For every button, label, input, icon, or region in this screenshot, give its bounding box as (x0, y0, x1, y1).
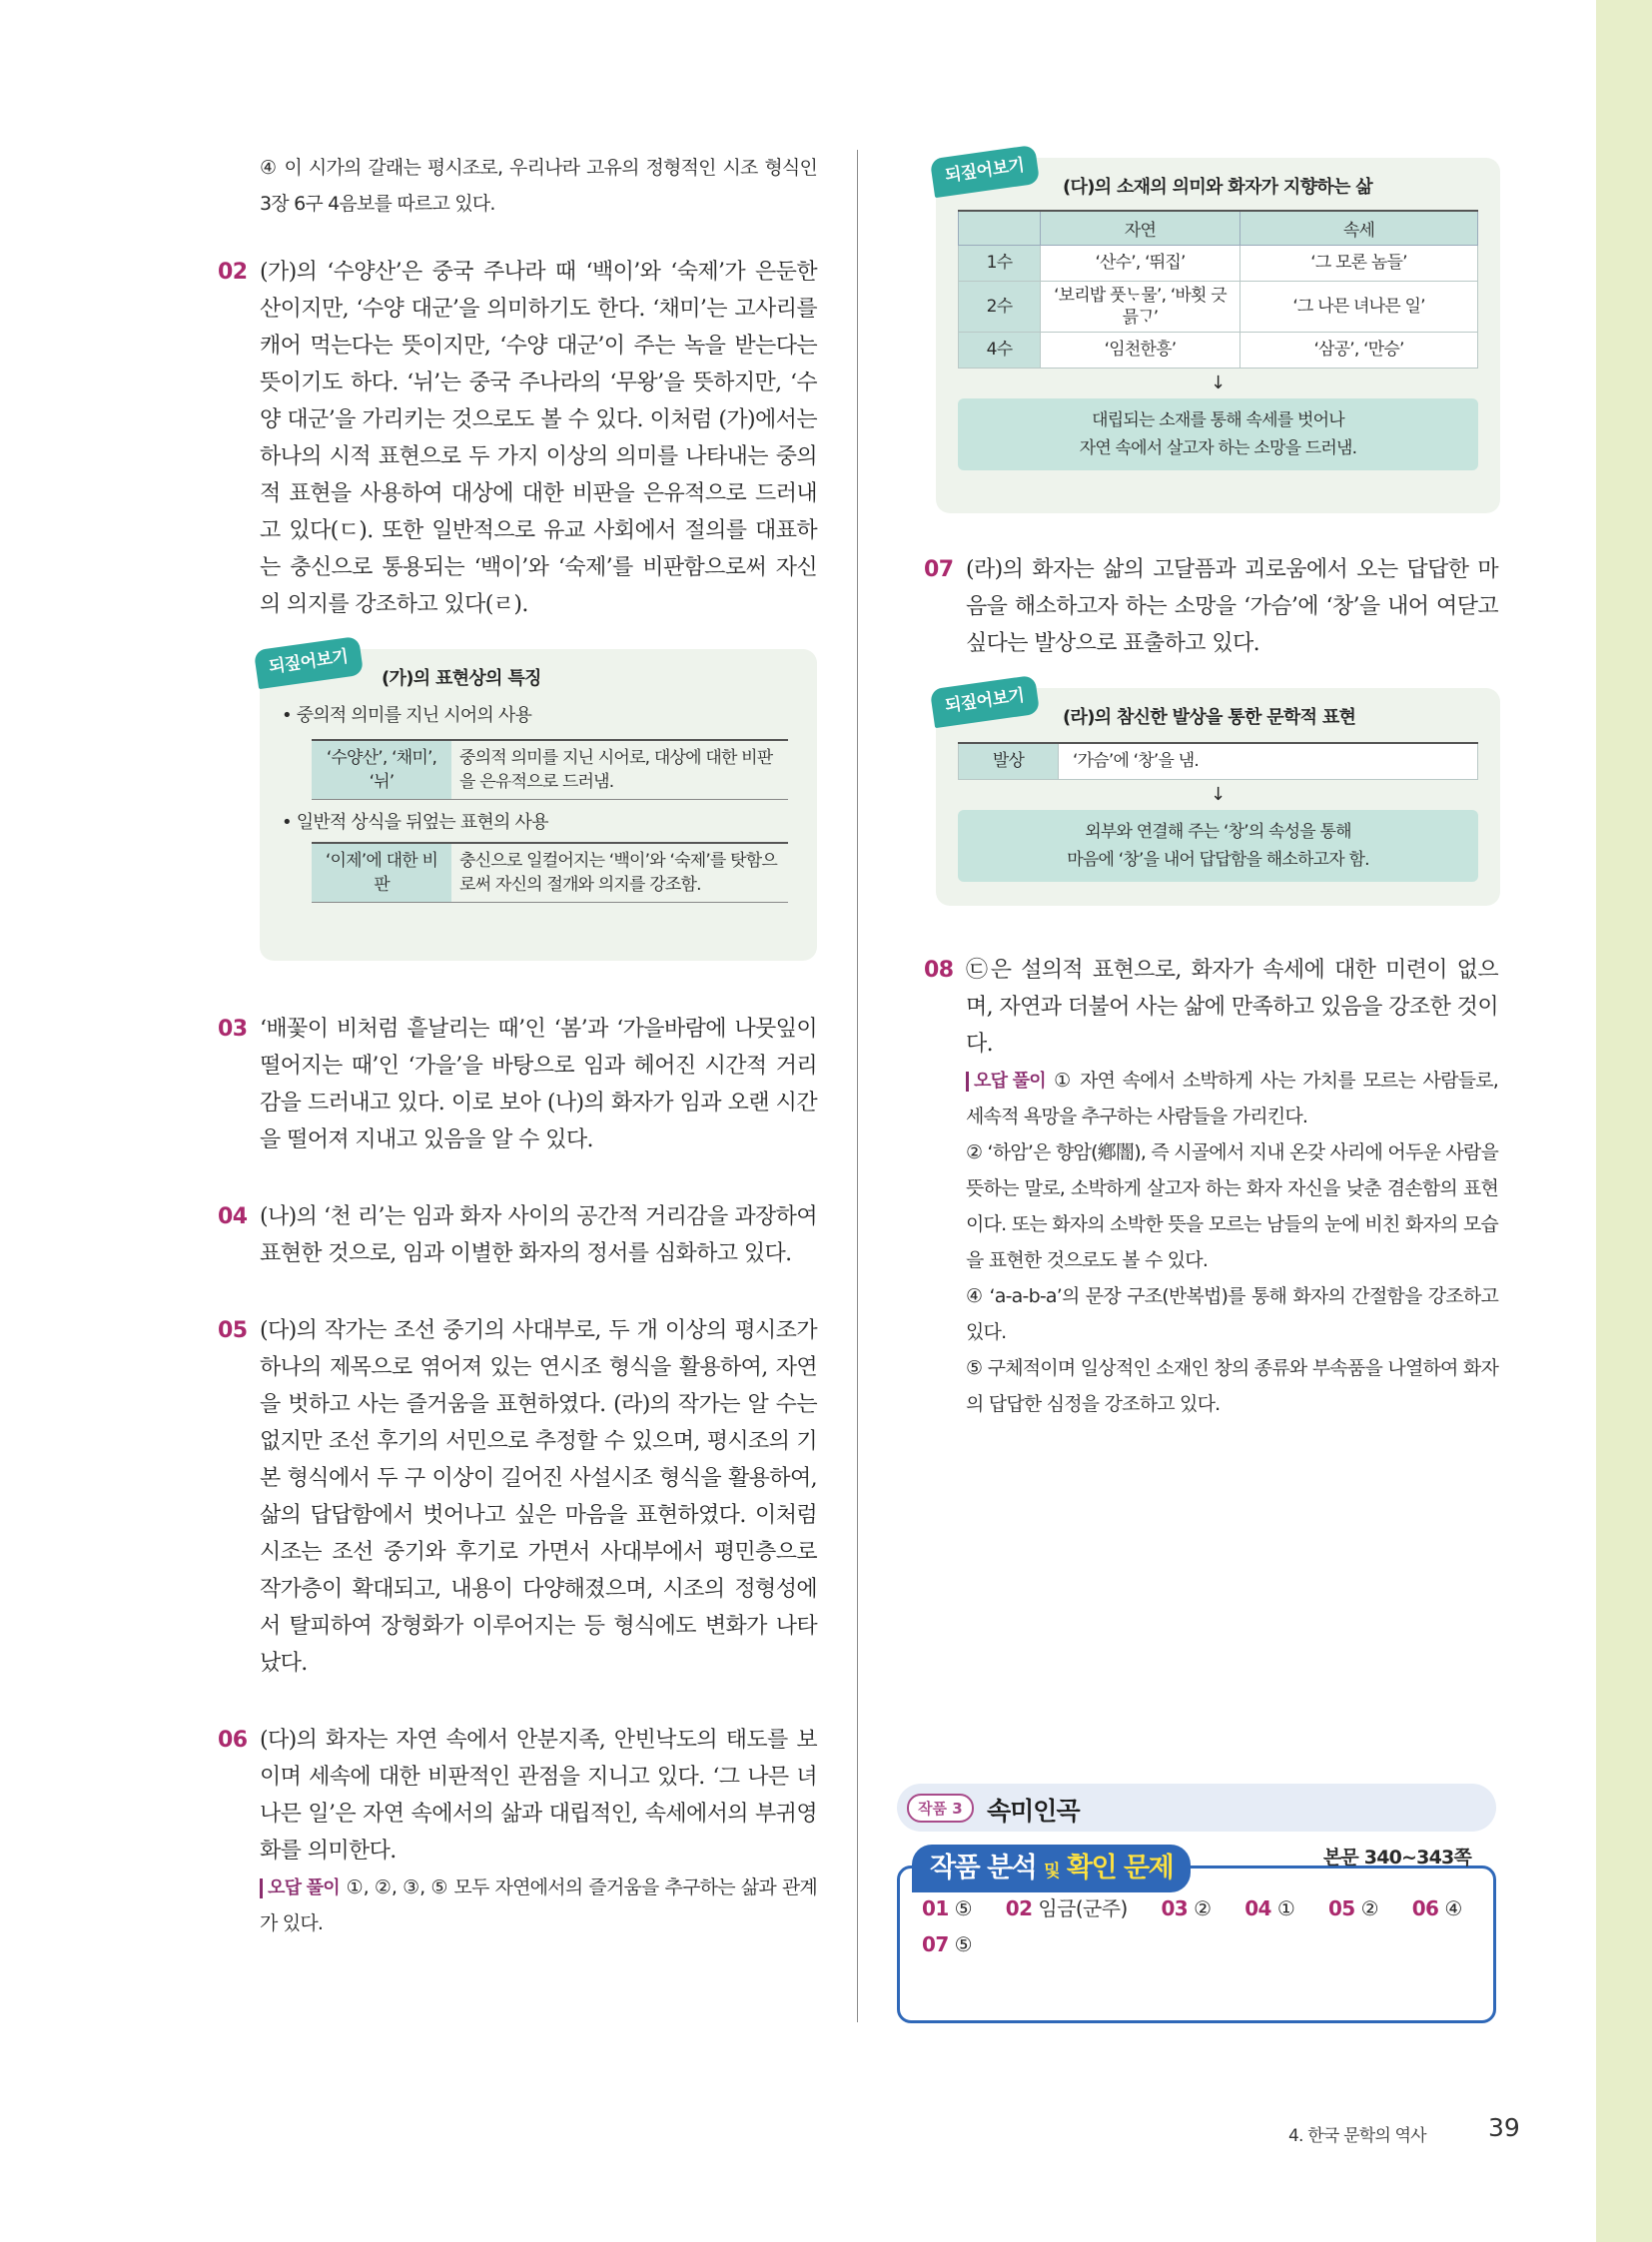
answer-list (922, 1890, 1462, 1962)
wrong-explanation (260, 1869, 817, 1941)
feature-table (312, 842, 788, 903)
table-cell: 충신으로 일컬어지는 ‘백이’와 ‘숙제’를 탓함으로써 자신의 절개와 의지를 강조함. (451, 843, 788, 903)
analysis-heading (912, 1845, 1191, 1892)
table-header: 속세 (1240, 211, 1478, 245)
question-02 (218, 254, 817, 623)
review-box-3 (936, 685, 1500, 906)
answer-text: (라)의 화자는 삶의 고달픔과 괴로움에서 오는 답답한 마음을 해소하고자 하는 소망을 ‘가슴’에 ‘창’을 내어 여닫고 싶다는 발상으로 표출하고 있다. (966, 557, 1498, 656)
left-column (218, 150, 817, 1941)
summary-line: 마음에 ‘창’을 내어 답답함을 해소하고자 함. (1067, 849, 1369, 870)
question-06 (218, 1722, 817, 1941)
page-number: 39 (1488, 2113, 1520, 2142)
table-head-cell: ‘이제’에 대한 비판 (312, 843, 451, 903)
material-table (958, 210, 1478, 369)
heading-part: 작품 분석 (930, 1853, 1037, 1883)
table-cell: ‘임천한흥’ (1041, 332, 1240, 368)
review-tag: 되짚어보기 (930, 145, 1040, 198)
table-cell: 4수 (959, 332, 1041, 368)
table-head-cell: ‘수양산’, ‘채미’, ‘뉘’ (312, 740, 451, 800)
table-cell: ‘삼공’, ‘만승’ (1240, 332, 1478, 368)
review-box-2 (936, 155, 1500, 513)
wrong-text: ①, ②, ③, ⑤ 모두 자연에서의 즐거움을 추구하는 삶과 관계가 있다. (260, 1876, 817, 1934)
heading-part: 확인 문제 (1066, 1853, 1174, 1883)
table-header-row (959, 211, 1478, 245)
summary-box (958, 810, 1478, 882)
table-row (959, 743, 1478, 779)
answer-text: (다)의 작가는 조선 중기의 사대부로, 두 개 이상의 평시조가 하나의 제목으로 엮어져 있는 연시조 형식을 활용하여, 자연을 벗하고 사는 즐거움을 표현하였다. (라)의 작가는 알 수는 없지만 조선 후기의 서민으로 추정할 수 있으며, 평시조의 기본 형식에서 두 구 이상이 길어진 사설시조 형식을 활용하여, 삶의 답답함에서 벗어나고 싶은 마음을 표현하였다. 이처럼 시조는 조선 중기와 후기로 가면서 사대부에서 평민층으로 작가층이 확대되고, 내용이 다양해졌으며, 시조의 정형성에서 탈피하여 장형화가 이루어지는 등 형식에도 변화가 나타났다. (260, 1318, 817, 1676)
table-header: 자연 (1041, 211, 1240, 245)
review-title: (다)의 소재의 의미와 화자가 지향하는 삶 (1063, 177, 1372, 198)
work-title: 속미인곡 (987, 1797, 1080, 1826)
side-band (1596, 0, 1652, 2242)
review-bullet: • 일반적 상식을 뒤엎는 표현의 사용 (282, 808, 795, 838)
answer-text: ‘배꽃이 비처럼 흩날리는 때’인 ‘봄’과 ‘가을바람에 나뭇잎이 떨어지는 때’인 ‘가을’을 바탕으로 임과 헤어진 시간적 거리감을 드러내고 있다. 이로 보아 (나)의 화자가 임과 오랜 시간을 떨어져 지내고 있음을 알 수 있다. (260, 1017, 817, 1152)
review-tag: 되짚어보기 (930, 675, 1040, 728)
summary-line: 외부와 연결해 주는 ‘창’의 속성을 통해 (1085, 821, 1351, 842)
table-cell: 2수 (959, 281, 1041, 332)
summary-line: 자연 속에서 살고자 하는 소망을 드러냄. (1079, 437, 1357, 458)
work-header-bar (897, 1784, 1496, 1832)
right-column (924, 155, 1498, 1422)
answer-value: ① (1276, 1896, 1295, 1920)
down-arrow-icon: ↓ (1210, 372, 1227, 393)
answer-value: ④ (1444, 1896, 1462, 1920)
table-cell: ‘가슴’에 ‘창’을 냄. (1059, 743, 1478, 779)
review-tag: 되짚어보기 (254, 636, 364, 689)
table-cell: ‘보리밥 풋ᄂᆞ물’, ‘바횟 긋 믉ᄀᆞ’ (1041, 281, 1240, 332)
answer-number: 01 (922, 1896, 949, 1920)
question-number: 07 (924, 557, 954, 582)
answer-text: (나)의 ‘천 리’는 임과 화자 사이의 공간적 거리감을 과장하여 표현한 것으로, 임과 이별한 화자의 정서를 심화하고 있다. (260, 1204, 817, 1266)
table-cell: ‘산수’, ‘뛰집’ (1041, 245, 1240, 281)
idea-table (958, 742, 1478, 780)
wrong-answer-tag: 오답 풀이 (260, 1878, 340, 1898)
question-number: 05 (218, 1318, 248, 1343)
table-head-cell: 발상 (959, 743, 1059, 779)
answer-number: 04 (1244, 1896, 1271, 1920)
table-row (959, 281, 1478, 332)
question-number: 03 (218, 1017, 248, 1042)
answer-value: ② (1360, 1896, 1378, 1920)
table-row (959, 332, 1478, 368)
question-number: 06 (218, 1728, 248, 1753)
intro-note: ④ 이 시가의 갈래는 평시조로, 우리나라 고유의 정형적인 시조 형식인 3장 6구 4음보를 따르고 있다. (260, 157, 817, 215)
review-box-1 (260, 646, 817, 961)
summary-box (958, 398, 1478, 470)
answer-number: 02 (1005, 1896, 1033, 1920)
answer-number: 06 (1411, 1896, 1439, 1920)
page-reference: 본문 340~343쪽 (1322, 1847, 1471, 1868)
review-title: (가)의 표현상의 특징 (382, 668, 541, 689)
table-row (312, 843, 788, 903)
column-divider (857, 150, 858, 2022)
question-number: 04 (218, 1204, 248, 1229)
answer-value: 임금(군주) (1038, 1896, 1128, 1920)
down-arrow-icon: ↓ (1210, 783, 1227, 805)
question-07 (924, 551, 1498, 662)
question-08 (924, 952, 1498, 1422)
question-number: 08 (924, 958, 954, 983)
answer-text: (다)의 화자는 자연 속에서 안분지족, 안빈낙도의 태도를 보이며 세속에 대한 비판적인 관점을 지니고 있다. ‘그 나믄 녀나믄 일’은 자연 속에서의 삶과 대립적인, 속세에서의 부귀영화를 의미한다. (260, 1728, 817, 1864)
table-cell: ‘그 나믄 녀나믄 일’ (1240, 281, 1478, 332)
table-cell: 중의적 의미를 지닌 시어로, 대상에 대한 비판을 은유적으로 드러냄. (451, 740, 788, 800)
wrong-explanation (966, 1063, 1498, 1134)
answer-value: ⑤ (954, 1932, 972, 1956)
wrong-item: ④ ‘a-a-b-a’의 문장 구조(반복법)를 통해 화자의 간절함을 강조하고 있다. (966, 1285, 1498, 1343)
heading-and: 및 (1044, 1862, 1060, 1881)
wrong-item: ② ‘하암’은 향암(鄕闇), 즉 시골에서 지내 온갖 사리에 어두운 사람을 뜻하는 말로, 소박하게 살고자 하는 화자 자신을 낮춘 겸손함의 표현이다. 또는 화자의 소박한 뜻을 모르는 남들의 눈에 비친 화자의 모습을 표현한 것으로도 볼 수 있다. (966, 1141, 1498, 1271)
answer-number: 05 (1327, 1896, 1355, 1920)
answer-box (897, 1847, 1496, 2023)
wrong-item: ⑤ 구체적이며 일상적인 소재인 창의 종류와 부속품을 나열하여 화자의 답답한 심정을 강조하고 있다. (966, 1357, 1498, 1415)
answer-line (922, 1926, 1462, 1962)
answer-text: ㉢은 설의적 표현으로, 화자가 속세에 대한 미련이 없으며, 자연과 더불어 사는 삶에 만족하고 있음을 강조한 것이다. (966, 958, 1498, 1057)
review-bullet: • 중의적 의미를 지닌 시어의 사용 (282, 701, 795, 731)
question-05 (218, 1312, 817, 1682)
answer-line (922, 1890, 1462, 1926)
question-number: 02 (218, 260, 248, 285)
summary-line: 대립되는 소재를 통해 속세를 벗어나 (1092, 409, 1344, 430)
table-header (959, 211, 1041, 245)
table-row (312, 740, 788, 800)
answer-text: (가)의 ‘수양산’은 중국 주나라 때 ‘백이’와 ‘숙제’가 은둔한 산이지만, ‘수양 대군’을 의미하기도 한다. ‘채미’는 고사리를 캐어 먹는다는 뜻이지만, ‘수양 대군’이 주는 녹을 받는다는 뜻이기도 하다. ‘뉘’는 중국 주나라의 ‘무왕’을 뜻하지만, ‘수양 대군’을 가리키는 것으로도 볼 수 있다. 이처럼 (가)에서는 하나의 시적 표현으로 두 가지 이상의 의미를 나타내는 중의적 표현을 사용하여 대상에 대한 비판을 은유적으로 드러내고 있다(ㄷ). 또한 일반적으로 유교 사회에서 절의를 대표하는 충신으로 통용되는 ‘백이’와 ‘숙제’를 비판함으로써 자신의 의지를 강조하고 있다(ㄹ). (260, 260, 817, 617)
answer-value: ⑤ (954, 1896, 972, 1920)
feature-table (312, 739, 788, 800)
table-cell: ‘그 모론 놈들’ (1240, 245, 1478, 281)
question-03 (218, 1011, 817, 1158)
answer-value: ② (1194, 1896, 1212, 1920)
table-row (959, 245, 1478, 281)
answer-number: 03 (1161, 1896, 1189, 1920)
wrong-item: ① 자연 속에서 소박하게 사는 가치를 모르는 사람들로, 세속적 욕망을 추구하는 사람들을 가리킨다. (966, 1070, 1498, 1127)
question-04 (218, 1198, 817, 1272)
footer-section: 4. 한국 문학의 역사 (1288, 2126, 1426, 2146)
wrong-answer-tag: 오답 풀이 (966, 1072, 1046, 1092)
answer-number: 07 (922, 1932, 949, 1956)
review-title: (라)의 참신한 발상을 통한 문학적 표현 (1063, 707, 1356, 728)
work-tag: 작품 3 (907, 1794, 974, 1823)
table-cell: 1수 (959, 245, 1041, 281)
